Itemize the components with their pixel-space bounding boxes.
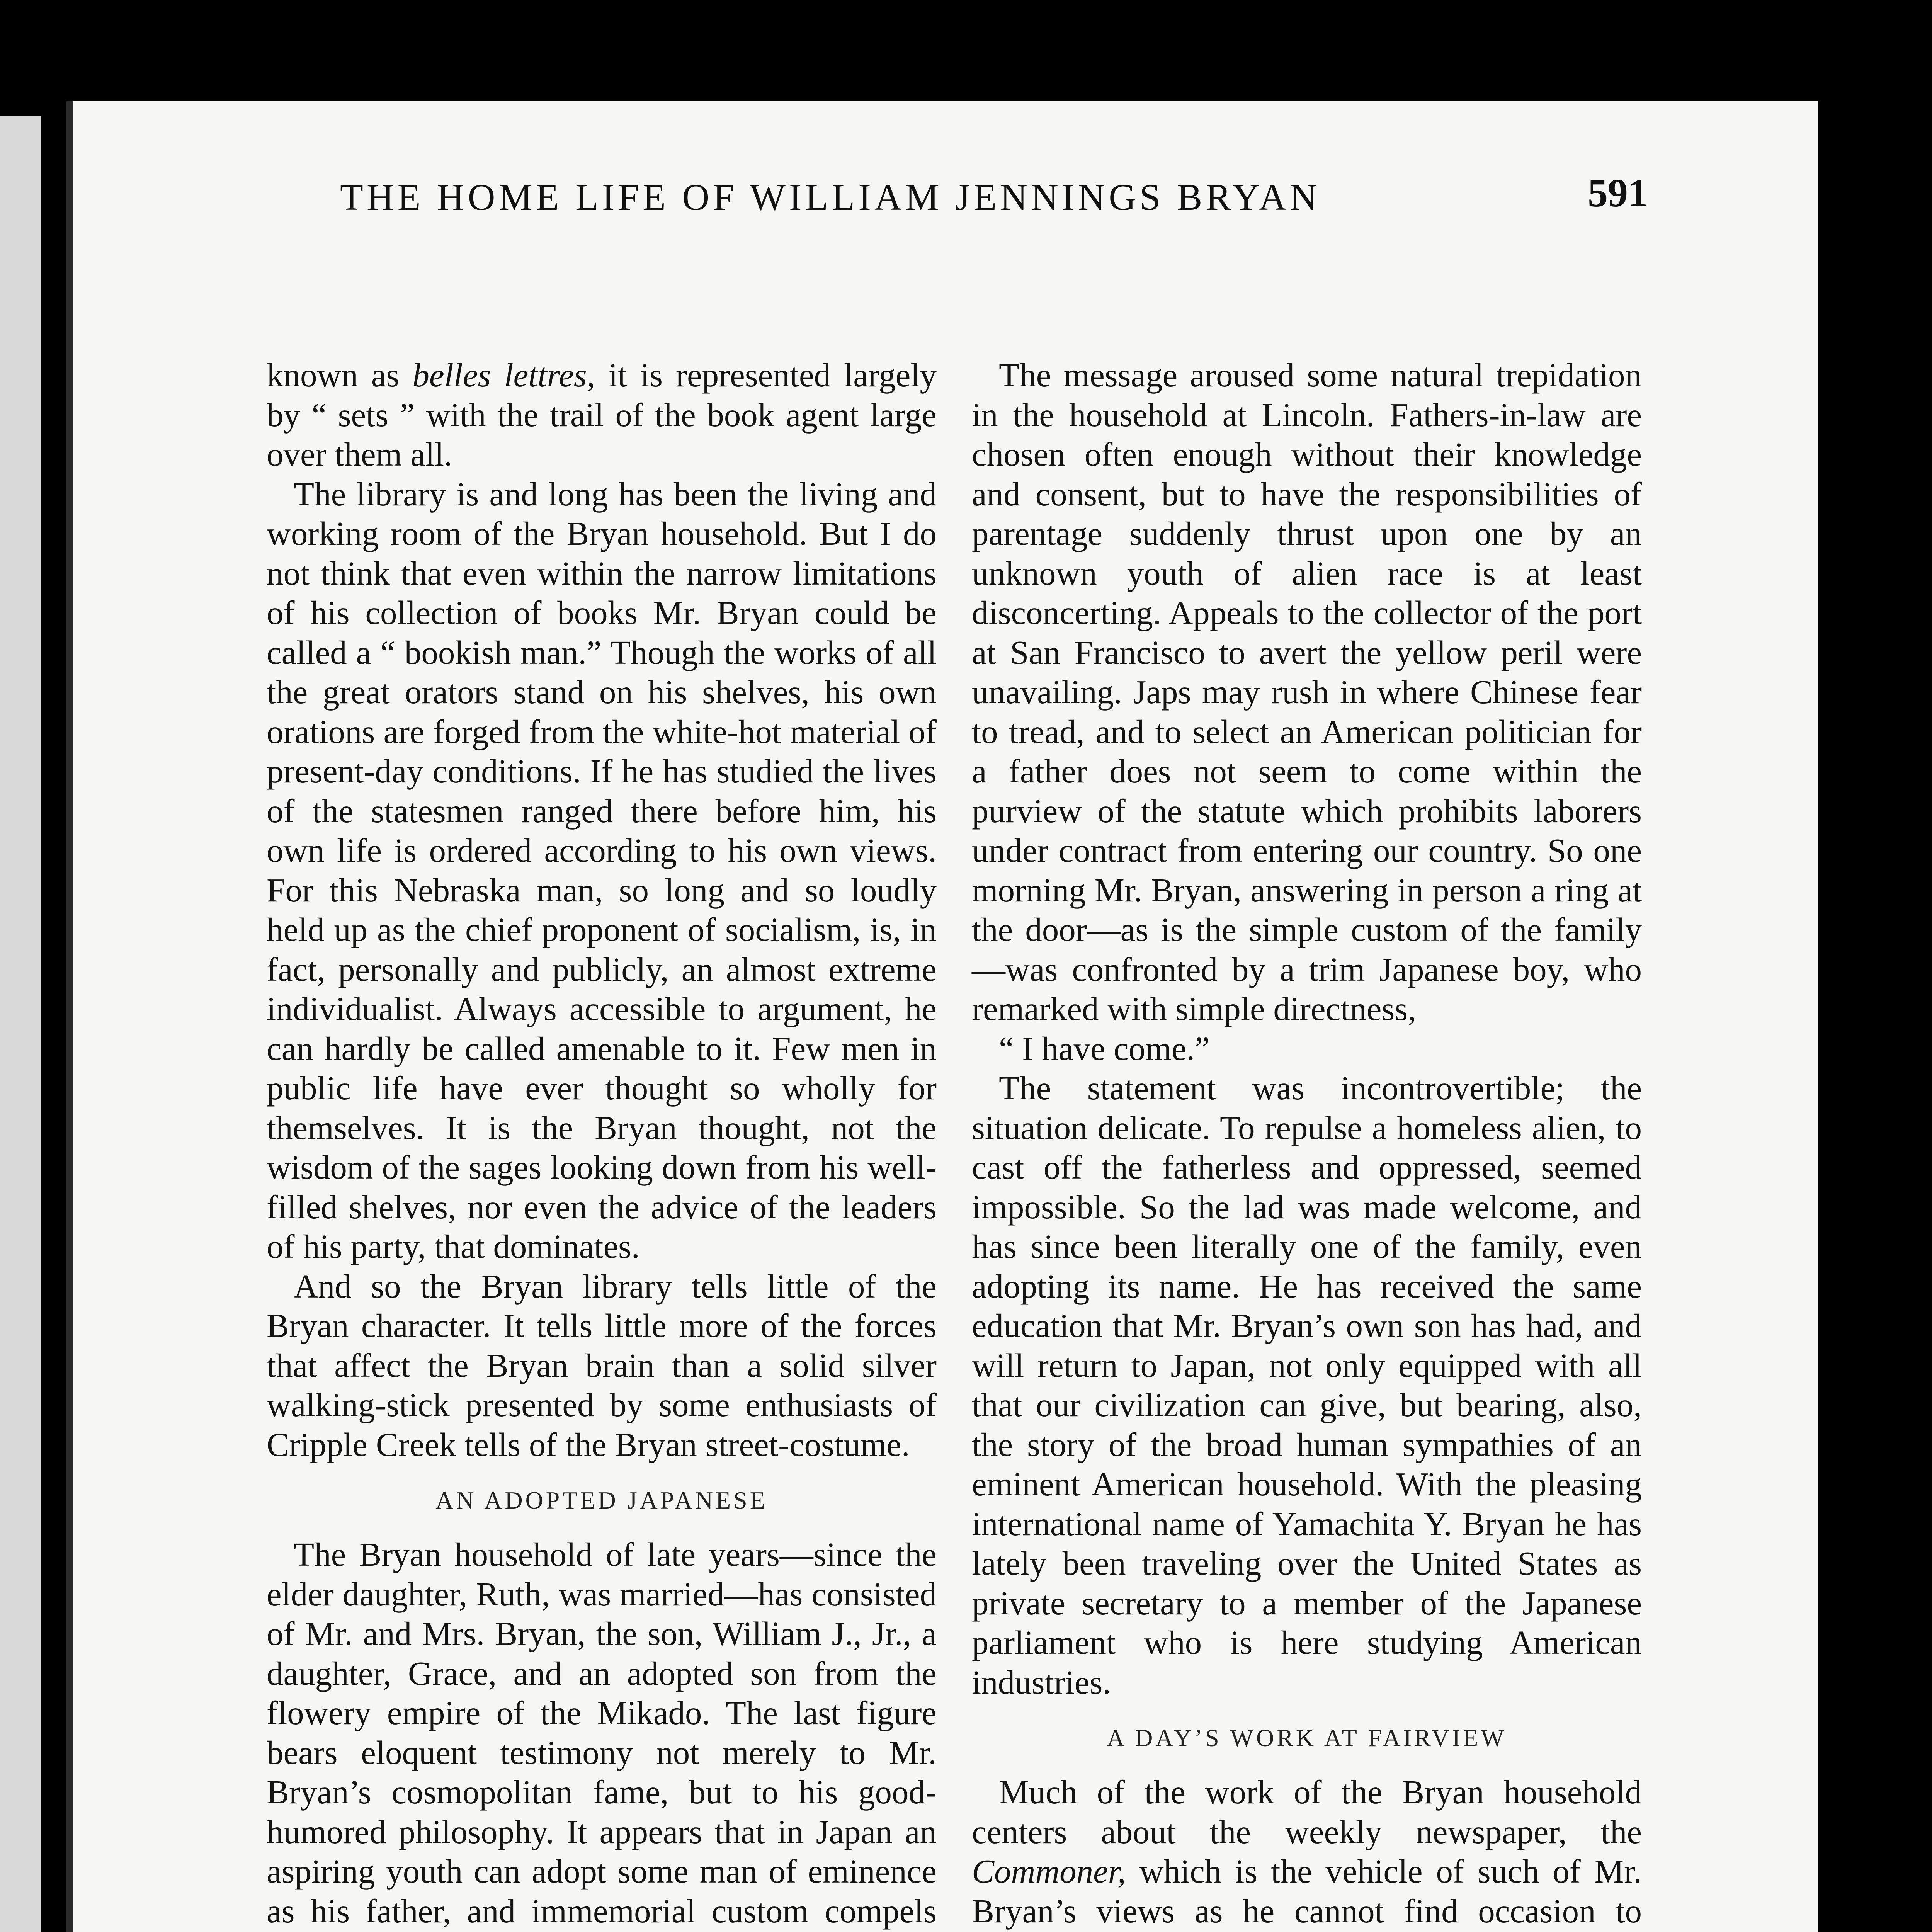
paragraph: The Bryan household of late years—since the elder daughter, Ruth, was married—has consisted of Mr. and Mrs. Bryan, the son, William J., Jr., a daughter, Grace, and an adopted son from the flowery empire of the Mikado. The last figure bears eloquent testimony not merely to Mr. Bryan’s cosmopolitan fame, but to his good-humored philosophy. It appears that in Japan an aspiring youth can adopt some man of eminence as his father, and immemorial custom compels <box>267 1536 937 1930</box>
paragraph: The message aroused some natural trepidation in the household at Lincoln. Fathers-in-law are chosen often enough without their knowledge and consent, but to have the responsibilities of parentage suddenly thrust upon one by an unknown youth of alien race is at least disconcerting. Appeals to the collector of the port at San Francisco to avert the yellow peril were unavailing. Japs may rush in where Chinese fear to tread, and to select an American politician for a father does not seem to come within the purview of the statute which prohibits laborers under contract from entering our country. So one morning Mr. Bryan, answering in person a ring at the door—as is the simple custom of the family—was confronted by a trim Japanese boy, who remarked with simple directness, <box>972 356 1642 1027</box>
paragraph: The statement was incontrovertible; the situation delicate. To repulse a homeless alien, to cast off the fatherless and oppressed, seemed impossible. So the lad was made welcome, and has since been literally one of the family, even adopting its name. He has received the same education that Mr. Bryan’s own son has had, and will return to Japan, not only equipped with all that our civilization can give, but bearing, also, the story of the broad human sympathies of an eminent American household. With the pleasing international name of Yamachita Y. Bryan he has lately been traveling over the United States as private secretary to a member of the Japanese parliament who is here studying American industries. <box>972 1069 1642 1701</box>
paragraph: known as belles lettres, it is represented largely by “ sets ” with the trail of the book agent large over them all. <box>267 356 937 473</box>
italic-phrase: belles lettres, <box>412 356 595 394</box>
italic-title: Commoner, <box>972 1852 1126 1890</box>
section-heading: A DAY’S WORK AT FAIRVIEW <box>1107 1724 1507 1752</box>
facing-page-edge <box>0 116 41 1932</box>
running-head: THE HOME LIFE OF WILLIAM JENNINGS BRYAN <box>340 177 1321 218</box>
section-heading: AN ADOPTED JAPANESE <box>435 1486 768 1514</box>
right-column <box>972 355 1642 1932</box>
page-number: 591 <box>1588 171 1648 215</box>
paragraph: Much of the work of the Bryan household centers about the weekly newspaper, the Commoner, which is the vehicle of such of Mr. Bryan’s views as he cannot find occasion to <box>972 1772 1642 1932</box>
paragraph: “ I have come.” <box>999 1029 1210 1067</box>
paragraph: And so the Bryan library tells little of the Bryan character. It tells little more of the forces that affect the Bryan brain than a solid silver walking-stick presented by some enthusiasts of Cripple Creek tells of the Bryan street-costume. <box>267 1267 937 1463</box>
left-column <box>267 355 937 1932</box>
paragraph: The library is and long has been the living and working room of the Bryan household. But I do not think that even within the narrow limitations of his collection of books Mr. Bryan could be called a “ bookish man.” Though the works of all the great orators stand on his shelves, his own orations are forged from the white-hot material of present-day conditions. If he has studied the lives of the statesmen ranged there before him, his own life is ordered according to his own views. For this Nebraska man, so long and so loudly held up as the chief proponent of socialism, is, in fact, personally and publicly, an almost extreme individualist. Always accessible to argument, he can hardly be called amenable to it. Few men in public life have ever thought so wholly for themselves. It is the Bryan thought, not the wisdom of the sages looking down from his well-filled shelves, nor even the advice of the leaders of his party, that dominates. <box>267 475 937 1265</box>
